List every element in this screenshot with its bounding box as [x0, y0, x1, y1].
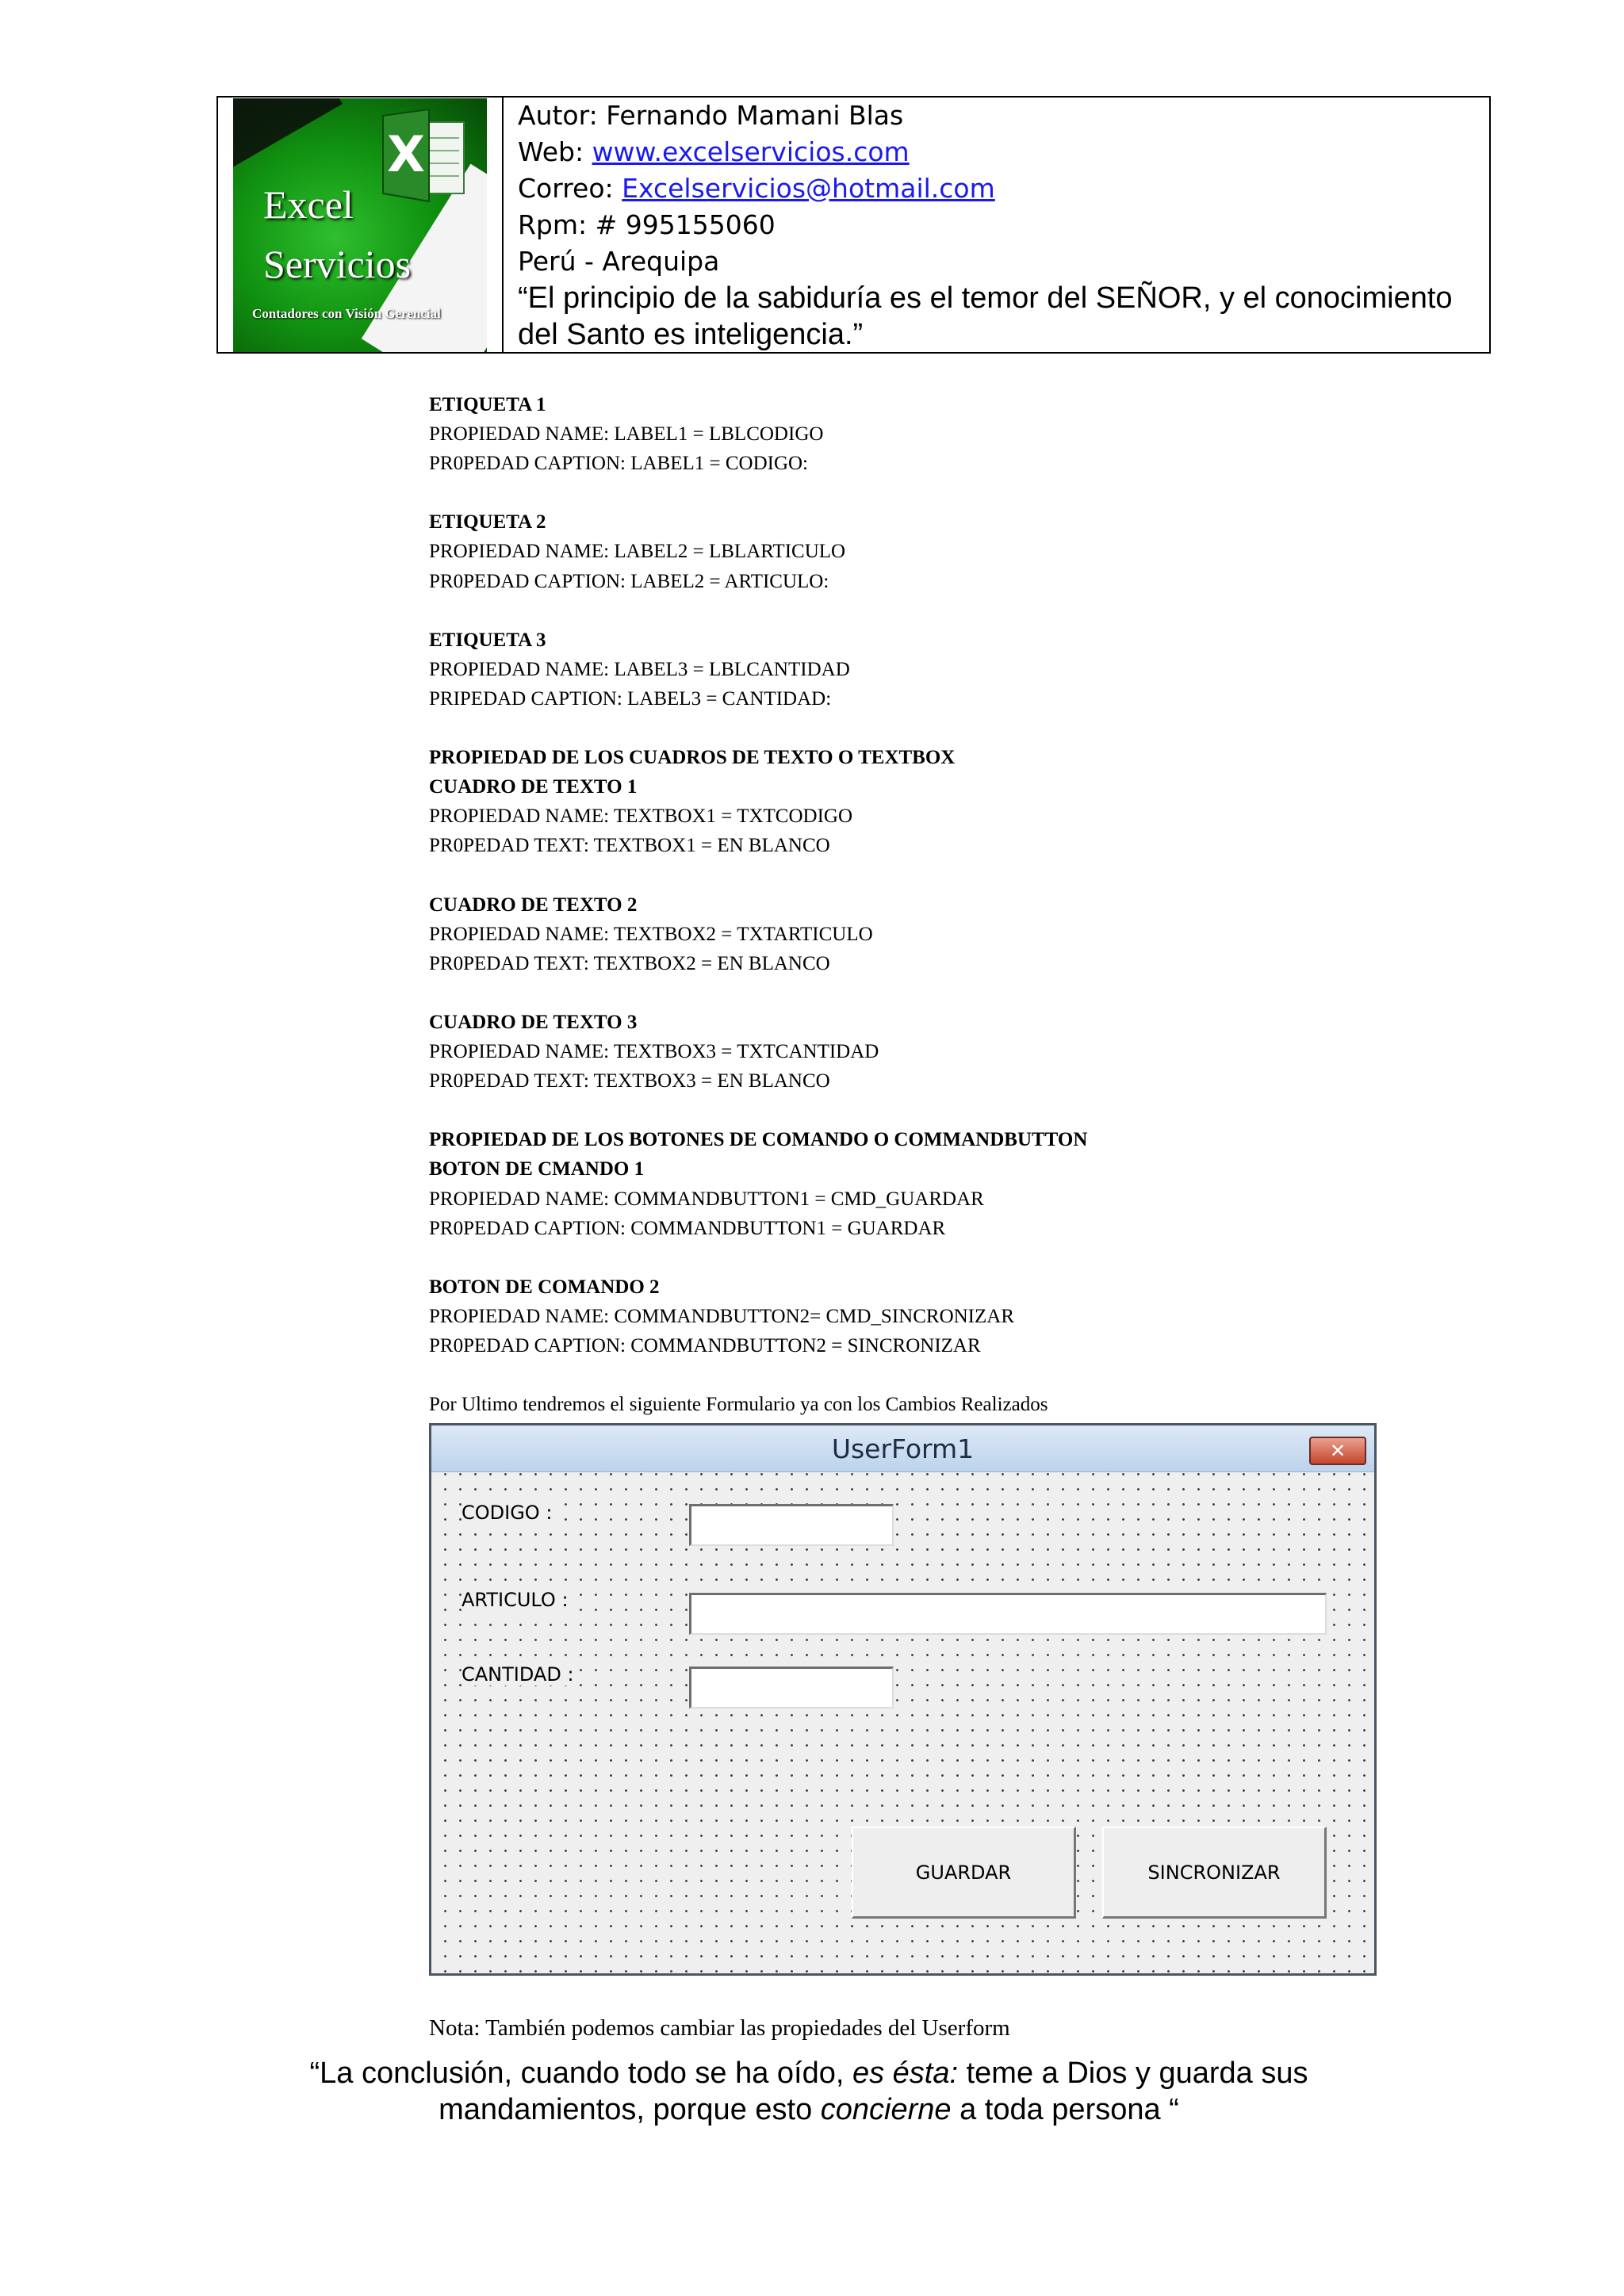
- button1-name: PROPIEDAD NAME: COMMANDBUTTON1 = CMD_GUARDAR: [429, 1188, 984, 1210]
- cantidad-label: CANTIDAD :: [462, 1663, 574, 1686]
- location-line: Perú - Arequipa: [518, 246, 720, 277]
- userform-window: [429, 1423, 1377, 1976]
- logo-word-servicios: Servicios: [263, 241, 412, 286]
- closing-italic2: concierne: [820, 2093, 952, 2126]
- codigo-label: CODIGO :: [462, 1502, 553, 1524]
- logo-tagline: Contadores con Visión Gerencial: [252, 305, 441, 321]
- logo-cell: [218, 98, 504, 352]
- email-line: [518, 170, 1489, 207]
- label1-caption: PR0PEDAD CAPTION: LABEL1 = CODIGO:: [429, 453, 809, 475]
- excel-x-icon: [380, 108, 467, 203]
- textbox2-text: PR0PEDAD TEXT: TEXTBOX2 = EN BLANCO: [429, 952, 830, 974]
- userform-title: UserForm1: [831, 1433, 975, 1464]
- closing-part1: “La conclusión, cuando todo se ha oído,: [309, 2057, 852, 2090]
- web-link[interactable]: www.excelservicios.com: [592, 136, 910, 167]
- closing-italic1: es ésta:: [852, 2057, 959, 2090]
- label2-name: PROPIEDAD NAME: LABEL2 = LBLARTICULO: [429, 541, 846, 563]
- properties-list: [429, 390, 1301, 1419]
- label1-heading: ETIQUETA 1: [429, 394, 546, 415]
- textbox1-text: PR0PEDAD TEXT: TEXTBOX1 = EN BLANCO: [429, 835, 830, 857]
- label2-caption: PR0PEDAD CAPTION: LABEL2 = ARTICULO:: [429, 570, 829, 592]
- closing-quote: [238, 2055, 1380, 2128]
- button2-name: PROPIEDAD NAME: COMMANDBUTTON2= CMD_SINCRONIZAR: [429, 1305, 1015, 1327]
- button2-caption: PR0PEDAD CAPTION: COMMANDBUTTON2 = SINCRONIZAR: [429, 1335, 981, 1357]
- web-line: [518, 134, 1489, 170]
- button-section-heading: PROPIEDAD DE LOS BOTONES DE COMANDO O COMMANDBUTTON: [429, 1129, 1088, 1151]
- closing-part2: teme a Dios y guarda sus mandamientos, porque esto: [439, 2057, 1308, 2126]
- final-form-intro: Por Ultimo tendremos el siguiente Formulario ya con los Cambios Realizados: [429, 1394, 1048, 1416]
- label2-heading: ETIQUETA 2: [429, 511, 546, 534]
- email-label: Correo:: [518, 173, 622, 204]
- rpm-line: Rpm: # 995155060: [518, 209, 776, 240]
- author-info: [504, 98, 1489, 352]
- textbox-section-heading: PROPIEDAD DE LOS CUADROS DE TEXTO O TEXTBOX: [429, 747, 956, 769]
- label1-name: PROPIEDAD NAME: LABEL1 = LBLCODIGO: [429, 423, 824, 446]
- close-icon[interactable]: ✕: [1309, 1437, 1366, 1465]
- cantidad-textbox[interactable]: [689, 1667, 894, 1709]
- header-quote: “El principio de la sabiduría es el temor del SEÑOR, y el conocimiento del Santo es inteligencia.”: [518, 281, 1453, 351]
- svg-text:X: X: [387, 124, 425, 183]
- web-label: Web:: [518, 136, 592, 167]
- textbox1-heading: CUADRO DE TEXTO 1: [429, 776, 638, 798]
- closing-part3: a toda persona “: [951, 2093, 1179, 2126]
- header-box: [216, 96, 1491, 354]
- button1-heading: BOTON DE CMANDO 1: [429, 1158, 645, 1181]
- codigo-textbox[interactable]: [689, 1504, 894, 1546]
- email-link[interactable]: Excelservicios@hotmail.com: [622, 173, 995, 204]
- textbox2-heading: CUADRO DE TEXTO 2: [429, 894, 638, 916]
- textbox2-name: PROPIEDAD NAME: TEXTBOX2 = TXTARTICULO: [429, 923, 873, 945]
- logo-word-excel: Excel: [263, 182, 354, 227]
- textbox3-heading: CUADRO DE TEXTO 3: [429, 1011, 638, 1033]
- userform-titlebar[interactable]: [431, 1425, 1374, 1472]
- excel-servicios-logo: [233, 98, 487, 352]
- label3-caption: PRIPEDAD CAPTION: LABEL3 = CANTIDAD:: [429, 687, 832, 710]
- author-line: Autor: Fernando Mamani Blas: [518, 100, 904, 131]
- textbox3-text: PR0PEDAD TEXT: TEXTBOX3 = EN BLANCO: [429, 1070, 830, 1093]
- label3-name: PROPIEDAD NAME: LABEL3 = LBLCANTIDAD: [429, 658, 850, 680]
- sincronizar-button[interactable]: SINCRONIZAR: [1102, 1827, 1327, 1919]
- label3-heading: ETIQUETA 3: [429, 629, 546, 651]
- button2-heading: BOTON DE COMANDO 2: [429, 1276, 660, 1298]
- logo-corner-shade: [233, 98, 343, 175]
- footer-note: Nota: También podemos cambiar las propiedades del Userform: [429, 2015, 1010, 2041]
- guardar-button[interactable]: GUARDAR: [852, 1827, 1076, 1919]
- articulo-label: ARTICULO :: [462, 1589, 569, 1611]
- button1-caption: PR0PEDAD CAPTION: COMMANDBUTTON1 = GUARDAR: [429, 1217, 946, 1239]
- textbox3-name: PROPIEDAD NAME: TEXTBOX3 = TXTCANTIDAD: [429, 1041, 879, 1063]
- textbox1-name: PROPIEDAD NAME: TEXTBOX1 = TXTCODIGO: [429, 806, 853, 828]
- articulo-textbox[interactable]: [689, 1593, 1327, 1635]
